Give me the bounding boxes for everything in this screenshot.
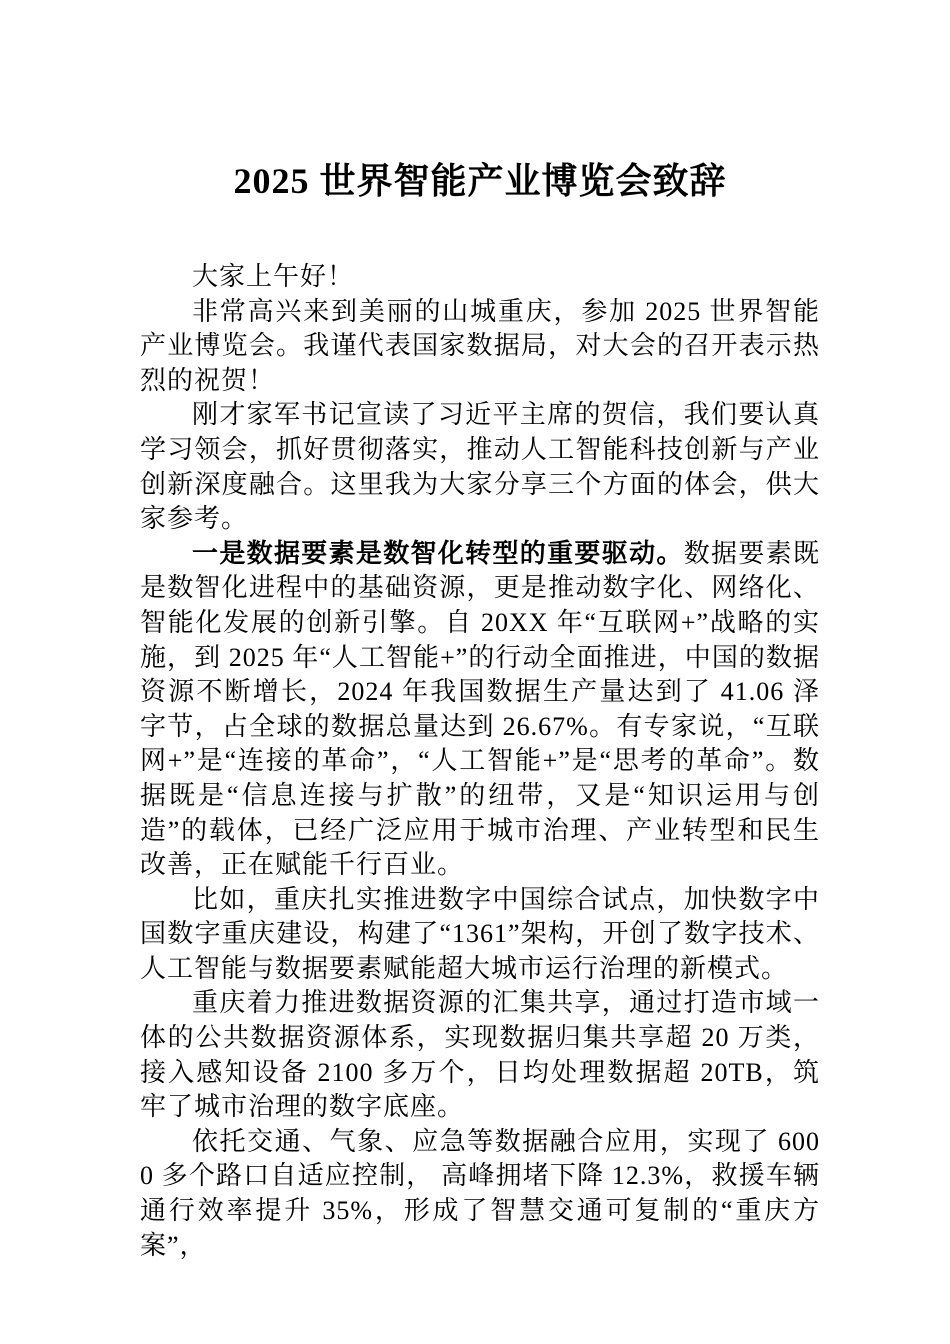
paragraph-opening: 非常高兴来到美丽的山城重庆，参加 2025 世界智能产业博览会。我谨代表国家数据局，对大会的召开表示热烈的祝贺！ [140,296,820,395]
paragraph-congratulation: 刚才家军书记宣读了习近平主席的贺信，我们要认真学习领会，抓好贯彻落实，推动人工智能科技创新与产业创新深度融合。这里我为大家分享三个方面的体会，供大家参考。 [140,400,820,534]
paragraph-chongqing-example: 比如，重庆扎实推进数字中国综合试点，加快数字中国数字重庆建设，构建了“1361”架构，开创了数字技术、人工智能与数据要素赋能超大城市运行治理的新模式。 [140,884,820,983]
section-heading-bold: 一是数据要素是数智化转型的重要驱动。 [192,538,684,568]
paragraph-greeting: 大家上午好！ [192,262,355,291]
paragraph-text: 数据要素既是数智化进程中的基础资源，更是推动数字化、网络化、智能化发展的创新引擎。自 20XX 年“互联网+”战略的实施，到 2025 年“人工智能+”的行动全面推进，中国的数据资源不断增长，2024 年我国数据生产量达到了 41.06 泽字节，占全球的数据总量达到 26.67%。有专家说，“互联网+”是“连接的革命”，“人工智能+”是“思考的革命”。数据既是“信息连接与扩散”的纽带，又是“知识运用与创造”的载体，已经广泛应用于城市治理、产业转型和民生改善，正在赋能千行百业。 [140,538,820,880]
document-title: 2025 世界智能产业博览会致辞 [233,161,727,201]
paragraph-point-one [140,537,820,883]
paragraph-traffic-application: 依托交通、气象、应急等数据融合应用，实现了 6000 多个路口自适应控制， 高峰拥堵下降 12.3%，救援车辆通行效率提升 35%，形成了智慧交通可复制的“重庆方案”， [140,1126,820,1260]
paragraph-data-sharing: 重庆着力推进数据资源的汇集共享，通过打造市域一体的公共数据资源体系，实现数据归集共享超 20 万类，接入感知设备 2100 多万个，日均处理数据超 20TB，筑牢了城市治理的数字底座。 [140,988,820,1122]
